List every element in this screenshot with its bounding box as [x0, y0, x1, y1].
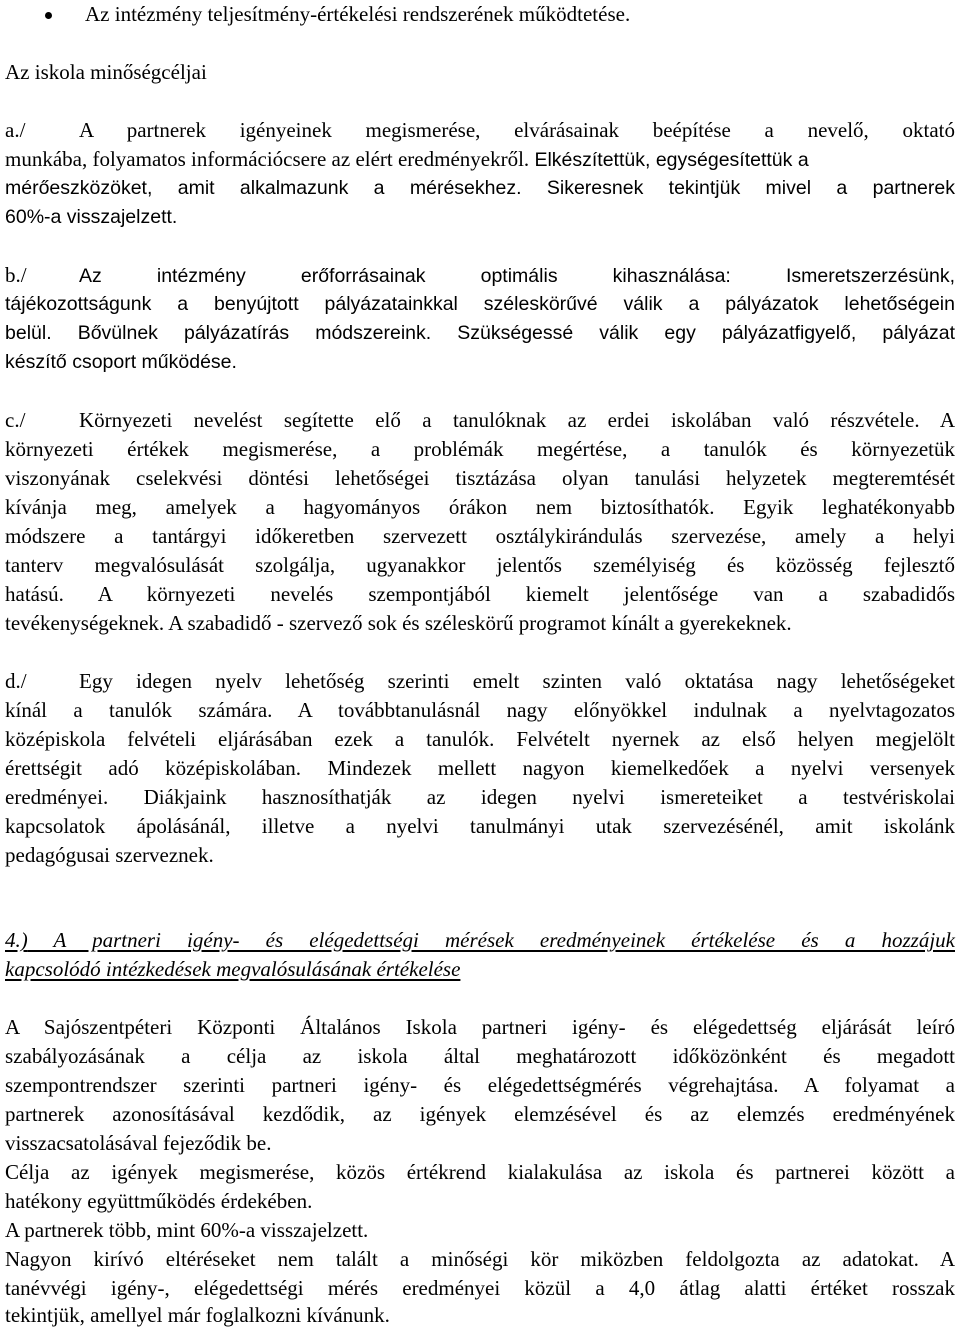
section-d-line-7: pedagógusai szerveznek. — [5, 843, 214, 867]
section-c-line-5: módszere a tantárgyi időkeretben szervezett osztálykirándulás szervezése, amely a helyi — [5, 524, 955, 548]
section-heading-4-number: 4.) — [5, 928, 28, 952]
section-b-line-3: belül. Bővülnek pályázatírás módszereink. Szükségessé válik egy pályázatfigyelő, pályázat — [5, 322, 956, 344]
section-heading-4-line-2: kapcsolódó intézkedések megvalósulásának értékelése — [5, 957, 461, 981]
section-c-line-4: kívánja meg, amelyek a hagyományos órákon nem biztosíthatók. Egyik leghatékonyabb — [5, 495, 955, 519]
bullet-dot-icon — [45, 12, 52, 19]
section-heading-4-line-1: 4.) A partneri igény- és elégedettségi mérések eredményeinek értékelése és a hozzájuk — [5, 928, 955, 952]
section-d-line-3: középiskola felvételi eljárásában ezek a tanulók. Felvételt nyernek az első helyen megjelölt — [5, 727, 955, 751]
section-a-line-2: munkába, folyamatos információcsere az elért eredményekről. Elkészítettük, egységesítettük a — [5, 147, 809, 171]
section-c-label: c./ — [5, 408, 26, 432]
section-a-label: a./ — [5, 118, 26, 142]
closing-p4-line-2: tanévvégi igény-, elégedettségi mérés eredményei közül a 4,0 átlag alatti értéket rosszak — [5, 1276, 955, 1300]
section-c-line-7: hatású. A környezeti nevelés szempontjából kiemelt jelentősége van a szabadidős — [5, 582, 955, 606]
section-c-line-1: c./ Környezeti nevelést segítette elő a tanulóknak az erdei iskolában való részvétele. A — [5, 406, 955, 435]
closing-p1-line-1: A Sajószentpéteri Központi Általános Iskola partneri igény- és elégedettség eljárását leíró — [5, 1015, 955, 1039]
closing-p3: A partnerek több, mint 60%-a visszajelzett. — [5, 1218, 369, 1242]
section-a-line-4: 60%-a visszajelzett. — [5, 206, 178, 228]
closing-p1-line-5: visszacsatolásával fejeződik be. — [5, 1131, 272, 1155]
section-d-line-2: kínál a tanulók számára. A továbbtanulásnál nagy előnyökkel indulnak a nyelvtagozatos — [5, 698, 955, 722]
section-d-line-1: d./ Egy idegen nyelv lehetőség szerinti emelt szinten való oktatása nagy lehetőségeket — [5, 667, 955, 696]
section-c-line-8: tevékenységeknek. A szabadidő - szervező sok és széleskörű programot kínált a gyerekeknek. — [5, 611, 792, 635]
section-d-line-6: kapcsolatok ápolásánál, illetve a nyelvi tanulmányi utak szervezésénél, amit iskolánk — [5, 814, 955, 838]
quality-goals-heading: Az iskola minőségcéljai — [5, 60, 207, 84]
section-c-line-3: viszonyának cselekvési döntési lehetőségei tisztázása olyan tanulási helyzetek megteremtését — [5, 466, 955, 490]
closing-p2-line-1: Célja az igények megismerése, közös értékrend kialakulása az iskola és partnerei között a — [5, 1160, 955, 1184]
section-c-line-6: tanterv megvalósulását szolgálja, ugyanakkor jelentős személyiség és közösség fejlesztő — [5, 553, 955, 577]
section-b-line-1: b./ Az intézmény erőforrásainak optimális kihasználása: Ismeretszerzésünk, — [5, 261, 955, 291]
section-b-line-4: készítő csoport működése. — [5, 351, 237, 373]
closing-p1-line-2: szabályozásának a célja az iskola által meghatározott időközönként és megadott — [5, 1044, 955, 1068]
section-d-line-4: érettségit adó középiskolában. Mindezek mellett nagyon kiemelkedőek a nyelvi versenyek — [5, 756, 955, 780]
section-d-label: d./ — [5, 669, 27, 693]
section-b-line-2: tájékozottságunk a benyújtott pályázatainkkal széleskörűvé válik a pályázatok lehetőségein — [5, 293, 955, 315]
closing-p1-line-3: szempontrendszer szerinti partneri igény- és elégedettségmérés végrehajtása. A folyamat a — [5, 1073, 955, 1097]
section-a-line-3: mérőeszközöket, amit alkalmazunk a mérésekhez. Sikeresnek tekintjük mivel a partnerek — [5, 177, 955, 199]
section-c-line-2: környezeti értékek megismerése, a problémák megértése, a tanulók és környezetük — [5, 437, 955, 461]
bullet-item-text: Az intézmény teljesítmény-értékelési rendszerének működtetése. — [85, 2, 631, 26]
closing-p4-line-3: tekintjük, amellyel már foglalkozni kívánunk. — [5, 1303, 390, 1327]
section-d-line-5: eredményei. Diákjaink hasznosíthatják az idegen nyelvi ismereteiket a testvériskolai — [5, 785, 955, 809]
closing-p1-line-4: partnerek azonosításával kezdődik, az igények elemzésével és az elemzés eredményének — [5, 1102, 955, 1126]
section-a-line-1: a./ A partnerek igényeinek megismerése, elvárásainak beépítése a nevelő, oktató — [5, 116, 955, 145]
section-b-label: b./ — [5, 263, 27, 287]
closing-p4-line-1: Nagyon kirívó eltéréseket nem talált a minőségi kör miközben feldolgozta az adatokat. A — [5, 1247, 955, 1271]
closing-p2-line-2: hatékony együttműködés érdekében. — [5, 1189, 313, 1213]
